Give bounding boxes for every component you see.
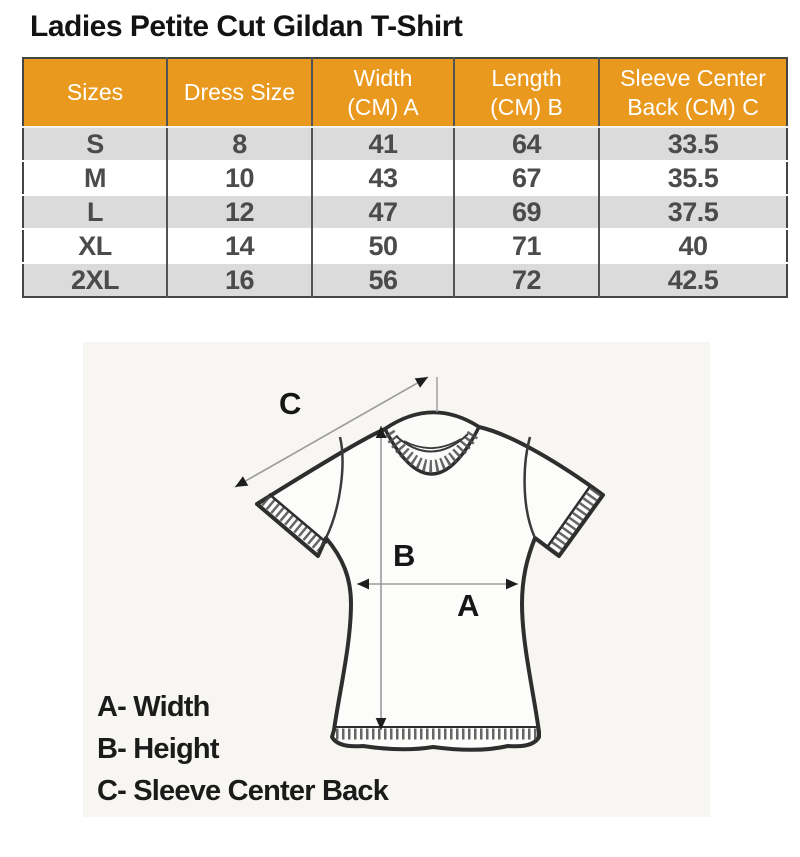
cell-dress-size: 8	[167, 127, 312, 161]
cell-dress-size: 14	[167, 229, 312, 263]
cell-width-cm: 56	[312, 263, 454, 297]
legend-item-a: A- Width	[97, 691, 210, 723]
cell-sleeve-center-back-cm: 37.5	[599, 195, 787, 229]
cell-size: XL	[23, 229, 167, 263]
measurement-diagram-panel	[83, 342, 710, 817]
cell-length-cm: 67	[454, 161, 599, 195]
cell-length-cm: 69	[454, 195, 599, 229]
size-chart-table	[22, 57, 788, 298]
cell-size: M	[23, 161, 167, 195]
cell-dress-size: 16	[167, 263, 312, 297]
size-table-body	[23, 127, 787, 297]
cell-width-cm: 50	[312, 229, 454, 263]
label-b: B	[393, 538, 416, 573]
cell-sleeve-center-back-cm: 33.5	[599, 127, 787, 161]
cell-width-cm: 47	[312, 195, 454, 229]
cell-sleeve-center-back-cm: 35.5	[599, 161, 787, 195]
label-a: A	[457, 588, 480, 623]
cell-size: 2XL	[23, 263, 167, 297]
cell-dress-size: 10	[167, 161, 312, 195]
cell-length-cm: 72	[454, 263, 599, 297]
cell-width-cm: 41	[312, 127, 454, 161]
table-row	[23, 195, 787, 229]
cell-sleeve-center-back-cm: 40	[599, 229, 787, 263]
cell-size: L	[23, 195, 167, 229]
legend-item-b: B- Height	[97, 733, 219, 765]
cell-dress-size: 12	[167, 195, 312, 229]
col-header-sleeve-center-back: Sleeve Center Back (CM) C	[599, 58, 787, 127]
header-row	[23, 58, 787, 127]
table-row	[23, 161, 787, 195]
measurement-legend	[97, 686, 388, 812]
table-row	[23, 229, 787, 263]
label-c: C	[279, 386, 302, 421]
col-header-dress-size: Dress Size	[167, 58, 312, 127]
col-header-sizes: Sizes	[23, 58, 167, 127]
col-header-length: Length (CM) B	[454, 58, 599, 127]
table-row	[23, 263, 787, 297]
col-header-width: Width (CM) A	[312, 58, 454, 127]
cell-size: S	[86, 128, 104, 159]
cell-length-cm: 64	[454, 127, 599, 161]
table-row	[23, 127, 787, 161]
cell-width-cm: 43	[312, 161, 454, 195]
legend-item-c: C- Sleeve Center Back	[97, 775, 389, 807]
cell-sleeve-center-back-cm: 42.5	[599, 263, 787, 297]
cell-length-cm: 71	[454, 229, 599, 263]
page-title: Ladies Petite Cut Gildan T-Shirt	[30, 10, 463, 43]
